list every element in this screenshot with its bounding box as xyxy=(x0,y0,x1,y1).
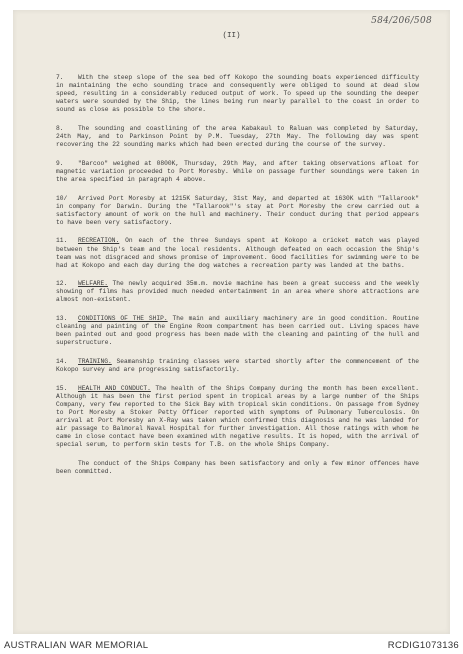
archive-footer xyxy=(0,634,463,654)
paragraph-number: 7. xyxy=(56,74,64,81)
paragraph xyxy=(56,460,419,476)
paragraph xyxy=(56,125,419,149)
paragraph-heading: HEALTH AND CONDUCT. xyxy=(78,384,151,392)
paragraph-number: 8. xyxy=(56,124,64,132)
paragraph-text: The health of the Ships Company during the month has been excellent. Although it has been the first period spent in tropical areas by a large number of the Ships Company, very few reported to the Sick Bay with tropical skin conditions. On passage from Sydney to Port Moresby a Stoker Petty Officer reported with symptoms of Pulmonary Tuberculosis. On arrival at Port Moresby an X-Ray was taken which confirmed this diagnosis and he was landed for air passage to Balmoral Naval Hospital for further investigation. All those ratings with whom he came in close contact have been examined with negative results. It is hoped, with the arrival of special serum, to perform skin tests for T.B. on the whole Ships Company. xyxy=(56,384,419,449)
paragraph-heading: TRAINING. xyxy=(78,357,112,365)
paragraph xyxy=(56,385,419,450)
paragraph-text: Arrived Port Moresby at 1215K Saturday, 31st May, and departed at 1630K with "Tallarook" in company for Darwin. During the "Tallarook"'s stay at Port Moresby the crew carried out a satisfactory amount of work on the hull and machinery. Their conduct during that period appears to have been very satisfactory. xyxy=(56,194,419,226)
footer-record-id: RCDIG1073136 xyxy=(387,640,459,651)
paragraph xyxy=(56,280,419,304)
paragraph xyxy=(56,160,419,184)
paragraph-heading: RECREATION. xyxy=(78,237,120,245)
paragraph xyxy=(56,315,419,347)
footer-institution: AUSTRALIAN WAR MEMORIAL xyxy=(4,640,149,651)
paragraph xyxy=(56,237,419,269)
paragraph-text: The main and auxiliary machinery are in good condition. Routine cleaning and painting of the Engine Room compartment has been carried out. Living spaces have been painted out and good progress has been made with the cleaning and painting of the hull and superstructure. xyxy=(56,315,419,347)
document-page xyxy=(13,10,450,634)
paragraph-heading: WELFARE. xyxy=(78,280,109,288)
paragraph-heading: CONDITIONS OF THE SHIP. xyxy=(78,315,168,323)
paragraph-number: 14. xyxy=(56,357,68,365)
paragraph-text: "Barcoo" weighed at 0800K, Thursday, 29th May, and after taking observations afloat for magnetic variation proceeded to Port Moresby. While on passage further soundings were taken in the area specified in paragraph 4 above. xyxy=(56,159,419,183)
paragraph-text: With the steep slope of the sea bed off Kokopo the sounding boats experienced difficulty in maintaining the echo sounding trace and consequently were obliged to sound at dead slow speed, resulting in a considerably reduced output of work. To speed up the sounding the deeper waters were sounded by the Ship, the lines being run nearly parallel to the coast in order to sound as close as possible to the shore. xyxy=(56,74,419,114)
paragraph-number: 15. xyxy=(56,384,68,392)
document-body xyxy=(56,74,419,487)
paragraph xyxy=(56,195,419,227)
paragraph xyxy=(56,358,419,374)
paragraph-text: The conduct of the Ships Company has been satisfactory and only a few minor offences have been committed. xyxy=(56,459,419,475)
paragraph-number: 13. xyxy=(56,315,68,323)
paragraph-text: The sounding and coastlining of the area Kabakaul to Raluan was completed by Saturday, 24th May, and to Parkinson Point by P.M. Tuesday, 27th May. The following day was spent recovering the 22 sounding marks which had been erected during the course of the survey. xyxy=(56,124,419,149)
paragraph-text: The newly acquired 35m.m. movie machine has been a great success and the weekly showing of films has provided much needed entertainment in an area where shore attractions are almost non-existent. xyxy=(56,280,419,304)
paragraph-number: 12. xyxy=(56,280,68,288)
reference-number: 584/206/508 xyxy=(371,16,432,26)
paragraph-text: On each of the three Sundays spent at Kokopo a cricket match was played between the Ship's team and the local residents. Although defeated on each occasion the Ship's team was not disgraced and shows promise of improvement. Good facilities for swimming were to be had at Kokopo and each day during the dog watches a recreation party was landed at the baths. xyxy=(56,237,419,269)
paragraph xyxy=(56,74,419,114)
paragraph-number: 11. xyxy=(56,237,68,245)
paragraph-number: 10/ xyxy=(56,194,68,202)
paragraph-text: Seamanship training classes were started shortly after the commencement of the Kokopo survey and are progressing satisfactorily. xyxy=(56,357,419,374)
paragraph-number: 9. xyxy=(56,159,64,167)
page-number: (II) xyxy=(222,32,241,40)
